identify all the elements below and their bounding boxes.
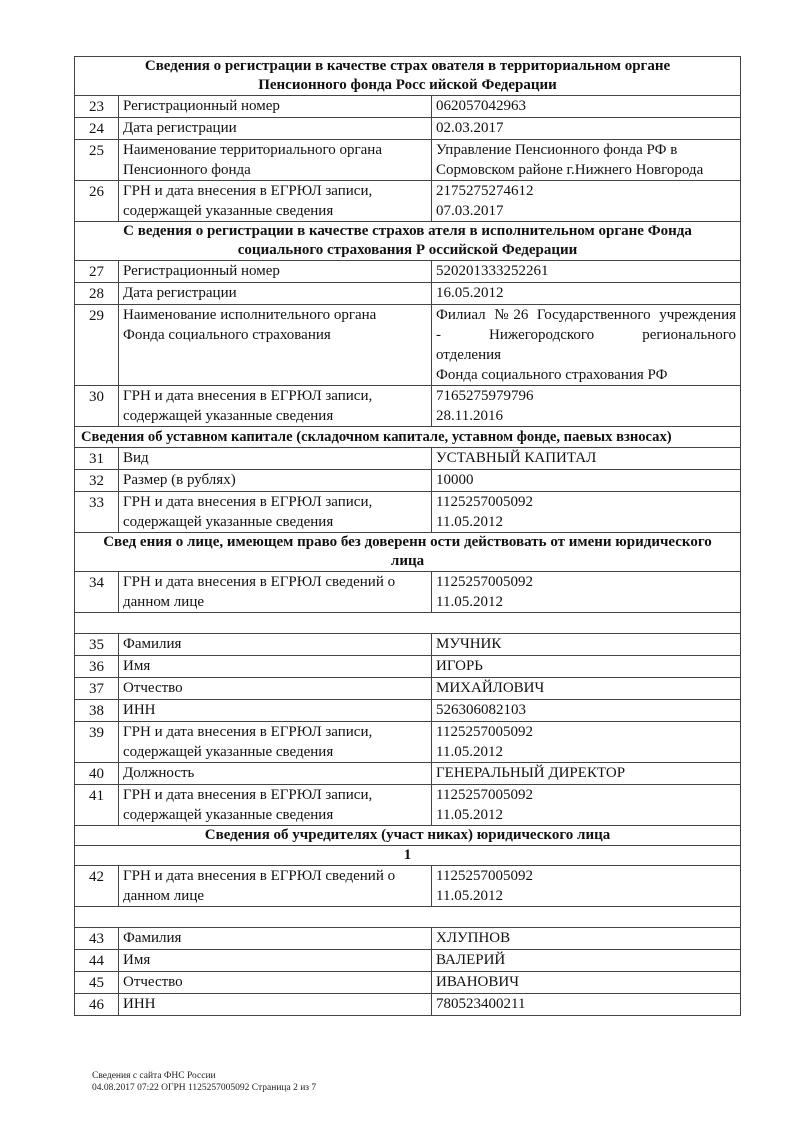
field-label-line: Пенсионного фонда xyxy=(123,162,251,178)
field-value-line: 1125257005092 xyxy=(436,787,533,803)
field-label-line: Фонда социального страхования xyxy=(123,327,331,343)
field-value xyxy=(432,634,741,656)
field-label xyxy=(119,866,432,907)
field-label-line: Имя xyxy=(123,952,151,968)
field-value-line: 02.03.2017 xyxy=(436,120,504,136)
row-number: 43 xyxy=(75,928,119,950)
field-value xyxy=(432,96,741,118)
row-number: 37 xyxy=(75,678,119,700)
field-value-line: - Нижегородского регионального xyxy=(436,327,737,343)
egrul-table-body xyxy=(75,57,741,1016)
table-row xyxy=(75,96,741,118)
section-header-row xyxy=(75,826,741,846)
row-number: 25 xyxy=(75,140,119,181)
field-value-line: Филиал №26 Государственного учреждения xyxy=(436,307,737,323)
field-value-line: 2175275274612 xyxy=(436,183,534,199)
row-number: 30 xyxy=(75,386,119,427)
field-label-line: Регистрационный номер xyxy=(123,98,280,114)
table-row xyxy=(75,283,741,305)
field-value-line: ИГОРЬ xyxy=(436,658,483,674)
section-title-line: Сведения о регистрации в качестве страх ователя в территориальном органе xyxy=(144,58,671,74)
table-row xyxy=(75,634,741,656)
table-row xyxy=(75,700,741,722)
section-title-line: социального страхования Р оссийской Федерации xyxy=(237,242,578,258)
field-label-line: ГРН и дата внесения в ЕГРЮЛ записи, xyxy=(123,787,373,803)
field-value-line: 11.05.2012 xyxy=(436,744,503,760)
field-label xyxy=(119,785,432,826)
field-label-line: Должность xyxy=(123,765,195,781)
field-value xyxy=(432,283,741,305)
section-title xyxy=(75,846,741,866)
field-value xyxy=(432,928,741,950)
field-label-line: ГРН и дата внесения в ЕГРЮЛ сведений о xyxy=(123,868,396,884)
field-value-line: 11.05.2012 xyxy=(436,594,503,610)
field-value xyxy=(432,305,741,386)
section-title-line: Пенсионного фонда Росс ийской Федерации xyxy=(258,77,557,93)
field-value-line: 062057042963 xyxy=(436,98,526,114)
field-label xyxy=(119,118,432,140)
table-row xyxy=(75,972,741,994)
field-label-line: ГРН и дата внесения в ЕГРЮЛ записи, xyxy=(123,183,373,199)
field-value xyxy=(432,386,741,427)
field-label xyxy=(119,678,432,700)
field-label xyxy=(119,140,432,181)
field-value-line: МУЧНИК xyxy=(436,636,502,652)
field-label-line: Отчество xyxy=(123,680,183,696)
section-title-line: Сведения об учредителях (участ никах) юридического лица xyxy=(204,827,611,843)
section-title xyxy=(75,533,741,572)
row-number: 32 xyxy=(75,470,119,492)
section-title-line: лица xyxy=(390,553,425,569)
field-label-line: ГРН и дата внесения в ЕГРЮЛ записи, xyxy=(123,494,373,510)
table-row xyxy=(75,118,741,140)
field-value-line: 1125257005092 xyxy=(436,574,533,590)
section-header-row xyxy=(75,57,741,96)
section-title-line: Сведения об уставном капитале (складочном капитале, уставном фонде, паевых взносах) xyxy=(81,429,672,445)
row-number: 41 xyxy=(75,785,119,826)
section-header-row xyxy=(75,222,741,261)
section-title xyxy=(75,57,741,96)
footer-page-info: 04.08.2017 07:22 ОГРН 1125257005092 Страница 2 из 7 xyxy=(92,1083,317,1093)
field-label-line: Фамилия xyxy=(123,930,182,946)
field-label-line: содержащей указанные сведения xyxy=(123,807,334,823)
field-label xyxy=(119,722,432,763)
field-value xyxy=(432,994,741,1016)
field-value xyxy=(432,785,741,826)
field-label-line: ГРН и дата внесения в ЕГРЮЛ записи, xyxy=(123,724,373,740)
field-label-line: Имя xyxy=(123,658,151,674)
table-row xyxy=(75,950,741,972)
field-value-line: 1125257005092 xyxy=(436,494,533,510)
section-title xyxy=(75,427,741,448)
field-value-line: 520201333252261 xyxy=(436,263,549,279)
field-label xyxy=(119,492,432,533)
field-value-line: 7165275979796 xyxy=(436,388,534,404)
field-value-line: Фонда социального страхования РФ xyxy=(436,367,668,383)
field-label xyxy=(119,96,432,118)
table-row xyxy=(75,928,741,950)
field-value-line: 16.05.2012 xyxy=(436,285,504,301)
field-label xyxy=(119,305,432,386)
row-number: 31 xyxy=(75,448,119,470)
field-label xyxy=(119,950,432,972)
field-label-line: Регистрационный номер xyxy=(123,263,280,279)
field-label xyxy=(119,634,432,656)
field-label xyxy=(119,283,432,305)
field-value xyxy=(432,572,741,613)
field-label xyxy=(119,972,432,994)
section-title-line: Свед ения о лице, имеющем право без доверенн ости действовать от имени юридического xyxy=(103,534,712,550)
field-value xyxy=(432,181,741,222)
table-row xyxy=(75,994,741,1016)
egrul-extract-page xyxy=(74,56,740,1016)
page-footer xyxy=(92,1070,316,1094)
field-label xyxy=(119,763,432,785)
field-value-line: 1125257005092 xyxy=(436,724,533,740)
field-label-line: Наименование исполнительного органа xyxy=(123,307,377,323)
field-value xyxy=(432,492,741,533)
egrul-table xyxy=(74,56,741,1016)
field-value xyxy=(432,656,741,678)
field-label xyxy=(119,656,432,678)
field-label-line: Фамилия xyxy=(123,636,182,652)
blank-cell xyxy=(75,613,741,634)
field-value-line: 11.05.2012 xyxy=(436,807,503,823)
field-label xyxy=(119,448,432,470)
field-value-line: 526306082103 xyxy=(436,702,526,718)
field-label-line: Дата регистрации xyxy=(123,285,237,301)
field-value-line: 1125257005092 xyxy=(436,868,533,884)
field-label-line: Отчество xyxy=(123,974,183,990)
table-row xyxy=(75,305,741,386)
field-label-line: содержащей указанные сведения xyxy=(123,744,334,760)
row-number: 27 xyxy=(75,261,119,283)
field-label-line: данном лице xyxy=(123,888,204,904)
row-number: 44 xyxy=(75,950,119,972)
section-header-row xyxy=(75,533,741,572)
row-number: 34 xyxy=(75,572,119,613)
table-row xyxy=(75,572,741,613)
blank-cell xyxy=(75,907,741,928)
section-header-row xyxy=(75,427,741,448)
blank-separator-row xyxy=(75,613,741,634)
table-row xyxy=(75,261,741,283)
field-label xyxy=(119,928,432,950)
table-row xyxy=(75,678,741,700)
field-value-line: ИВАНОВИЧ xyxy=(436,974,519,990)
field-label-line: ГРН и дата внесения в ЕГРЮЛ записи, xyxy=(123,388,373,404)
row-number: 36 xyxy=(75,656,119,678)
field-label-line: ГРН и дата внесения в ЕГРЮЛ сведений о xyxy=(123,574,396,590)
table-row xyxy=(75,656,741,678)
row-number: 23 xyxy=(75,96,119,118)
field-value-line: отделения xyxy=(436,347,502,363)
field-label xyxy=(119,261,432,283)
field-value-line: УСТАВНЫЙ КАПИТАЛ xyxy=(436,450,597,466)
field-value xyxy=(432,261,741,283)
field-label-line: содержащей указанные сведения xyxy=(123,408,334,424)
field-value-line: 28.11.2016 xyxy=(436,408,503,424)
field-value xyxy=(432,950,741,972)
field-value xyxy=(432,140,741,181)
field-value xyxy=(432,448,741,470)
field-value-line: МИХАЙЛОВИЧ xyxy=(436,680,545,696)
row-number: 39 xyxy=(75,722,119,763)
table-row xyxy=(75,470,741,492)
field-value-line: 780523400211 xyxy=(436,996,526,1012)
field-value-line: ВАЛЕРИЙ xyxy=(436,952,506,968)
table-row xyxy=(75,866,741,907)
field-value xyxy=(432,678,741,700)
field-label-line: содержащей указанные сведения xyxy=(123,514,334,530)
field-value xyxy=(432,972,741,994)
field-value-line: Сормовском районе г.Нижнего Новгорода xyxy=(436,162,704,178)
footer-source: Сведения с сайта ФНС России xyxy=(92,1071,216,1081)
row-number: 38 xyxy=(75,700,119,722)
table-row xyxy=(75,386,741,427)
field-value xyxy=(432,118,741,140)
section-title xyxy=(75,222,741,261)
field-value-line: 11.05.2012 xyxy=(436,888,503,904)
section-title-line: 1 xyxy=(403,847,412,863)
table-row xyxy=(75,785,741,826)
field-value xyxy=(432,470,741,492)
row-number: 29 xyxy=(75,305,119,386)
section-title-line: С ведения о регистрации в качестве страхов ателя в исполнительном органе Фонда xyxy=(123,223,692,239)
field-value xyxy=(432,722,741,763)
field-label-line: ИНН xyxy=(123,702,156,718)
row-number: 26 xyxy=(75,181,119,222)
table-row xyxy=(75,140,741,181)
field-value-line: ХЛУПНОВ xyxy=(436,930,511,946)
row-number: 28 xyxy=(75,283,119,305)
row-number: 24 xyxy=(75,118,119,140)
table-row xyxy=(75,722,741,763)
field-label xyxy=(119,181,432,222)
field-value-line: 10000 xyxy=(436,472,474,488)
table-row xyxy=(75,492,741,533)
field-value-line: 11.05.2012 xyxy=(436,514,503,530)
row-number: 40 xyxy=(75,763,119,785)
row-number: 42 xyxy=(75,866,119,907)
field-value xyxy=(432,866,741,907)
field-value xyxy=(432,700,741,722)
row-number: 35 xyxy=(75,634,119,656)
section-header-row xyxy=(75,846,741,866)
field-value-line: Управление Пенсионного фонда РФ в xyxy=(436,142,678,158)
section-title xyxy=(75,826,741,846)
table-row xyxy=(75,763,741,785)
row-number: 45 xyxy=(75,972,119,994)
field-label-line: Размер (в рублях) xyxy=(123,472,236,488)
field-value-line: 07.03.2017 xyxy=(436,203,504,219)
field-label xyxy=(119,386,432,427)
field-label xyxy=(119,572,432,613)
field-label xyxy=(119,994,432,1016)
row-number: 46 xyxy=(75,994,119,1016)
blank-separator-row xyxy=(75,907,741,928)
field-value xyxy=(432,763,741,785)
table-row xyxy=(75,181,741,222)
field-label-line: Вид xyxy=(123,450,149,466)
row-number: 33 xyxy=(75,492,119,533)
field-label-line: Дата регистрации xyxy=(123,120,237,136)
field-label-line: Наименование территориального органа xyxy=(123,142,382,158)
field-label-line: содержащей указанные сведения xyxy=(123,203,334,219)
field-label xyxy=(119,700,432,722)
table-row xyxy=(75,448,741,470)
field-label xyxy=(119,470,432,492)
field-value-line: ГЕНЕРАЛЬНЫЙ ДИРЕКТОР xyxy=(436,765,626,781)
field-label-line: данном лице xyxy=(123,594,204,610)
field-label-line: ИНН xyxy=(123,996,156,1012)
